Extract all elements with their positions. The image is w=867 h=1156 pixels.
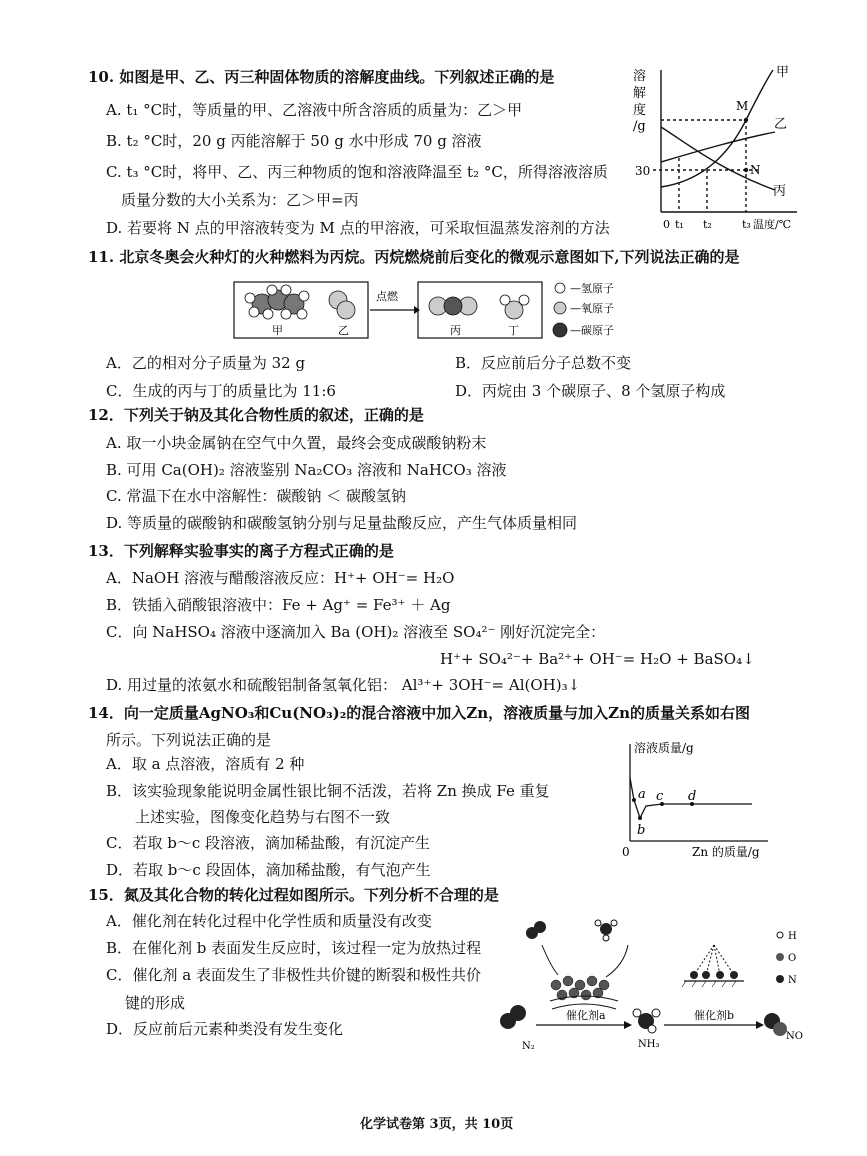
catalyst-a-label: 催化剂a <box>566 1009 606 1022</box>
q13-option-b: B．铁插入硝酸银溶液中：Fe + Ag⁺ = Fe³⁺ ＋ Ag <box>106 596 451 614</box>
point-c-label: c <box>656 789 664 804</box>
q14-option-b: B．该实验现象能说明金属性银比铜不活泼，若将 Zn 换成 Fe 重复 <box>106 782 550 800</box>
zn-mass-chart <box>612 738 772 866</box>
label-jia: 甲 <box>272 324 283 337</box>
label-bing: 丙 <box>773 184 787 199</box>
q12-option-d: D. 等质量的碳酸钠和碳酸氢钠分别与足量盐酸反应，产生气体质量相同 <box>106 514 578 532</box>
chart-ylabel-1: 溶 <box>633 69 647 84</box>
q13-stem: 13．下列解释实验事实的离子方程式正确的是 <box>88 542 394 560</box>
propane-combustion-diagram <box>232 276 672 348</box>
q12-option-b: B. 可用 Ca(OH)₂ 溶液鉴别 Na₂CO₃ 溶液和 NaHCO₃ 溶液 <box>106 461 507 479</box>
q15-option-b: B．在催化剂 b 表面发生反应时，该过程一定为放热过程 <box>106 939 482 957</box>
q14-option-c: C．若取 b～c 段溶液，滴加稀盐酸，有沉淀产生 <box>106 834 431 852</box>
legend-n: N <box>788 975 797 986</box>
q14-option-a: A．取 a 点溶液，溶质有 2 种 <box>106 755 305 773</box>
point-n <box>744 168 748 172</box>
legend-o: O <box>788 953 797 964</box>
q10-option-d: D. 若要将 N 点的甲溶液转变为 M 点的甲溶液，可采取恒温蒸发溶剂的方法 <box>106 219 610 237</box>
q10-option-a: A. t₁ °C时，等质量的甲、乙溶液中所含溶质的质量为：乙＞甲 <box>106 101 523 119</box>
arrow-label: 点燃 <box>376 290 398 303</box>
chart-xlabel: 温度/℃ <box>753 218 792 231</box>
q14-option-b-cont: 上述实验，图像变化趋势与右图不一致 <box>135 808 391 826</box>
chart-origin: 0 <box>663 218 670 231</box>
q12-stem: 12．下列关于钠及其化合物性质的叙述，正确的是 <box>88 406 424 424</box>
q15-option-c: C．催化剂 a 表面发生了非极性共价键的断裂和极性共价 <box>106 966 481 984</box>
q12-option-a: A. 取一小块金属钠在空气中久置，最终会变成碳酸钠粉末 <box>106 434 487 452</box>
q15-option-c-cont: 键的形成 <box>125 994 186 1012</box>
q11-stem: 11. 北京冬奥会火种灯的火种燃料为丙烷。丙烷燃烧前后变化的微观示意图如下,下列说法正确的是 <box>88 248 740 266</box>
label-bing: 丙 <box>450 324 461 337</box>
chart-t1: t₁ <box>675 218 684 231</box>
nitrogen-conversion-diagram <box>494 905 814 1055</box>
solubility-curve-chart <box>625 62 805 240</box>
point-a-label: a <box>638 787 646 802</box>
nh3-label: NH₃ <box>638 1039 660 1050</box>
q15-option-a: A．催化剂在转化过程中化学性质和质量没有改变 <box>106 912 432 930</box>
catalyst-b-label: 催化剂b <box>694 1009 735 1022</box>
legend-c: —碳原子 <box>570 324 614 337</box>
q11-option-b: B．反应前后分子总数不变 <box>455 354 632 372</box>
q13-option-c-equation: H⁺+ SO₄²⁻+ Ba²⁺+ OH⁻= H₂O + BaSO₄↓ <box>440 650 755 668</box>
label-yi: 乙 <box>338 324 349 337</box>
q10-option-b: B. t₂ °C时，20 g 丙能溶解于 50 g 水中形成 70 g 溶液 <box>106 132 482 150</box>
chart-t2: t₂ <box>703 218 712 231</box>
chart-ylabel-2: 解 <box>633 86 647 101</box>
q11-option-a: A．乙的相对分子质量为 32 g <box>106 354 306 372</box>
q13-option-a: A．NaOH 溶液与醋酸溶液反应：H⁺+ OH⁻= H₂O <box>106 569 455 587</box>
chart-xlabel: Zn 的质量/g <box>692 845 760 859</box>
chart-y-30: 30 <box>635 164 651 178</box>
q13-option-d: D. 用过量的浓氨水和硫酸铝制备氢氧化铝： Al³⁺+ 3OH⁻= Al(OH)₃↓ <box>106 676 581 694</box>
q11-option-c: C．生成的丙与丁的质量比为 11:6 <box>106 382 336 400</box>
label-m: M <box>736 99 749 113</box>
no-label: NO <box>786 1031 803 1042</box>
label-yi: 乙 <box>774 117 788 132</box>
page-footer: 化学试卷第 3页，共 10页 <box>360 1117 514 1132</box>
legend-h: H <box>788 931 797 942</box>
chart-ylabel: 溶液质量/g <box>634 741 694 755</box>
q14-option-d: D．若取 b～c 段固体，滴加稀盐酸，有气泡产生 <box>106 861 431 879</box>
q10-option-c: C. t₃ °C时，将甲、乙、丙三种物质的饱和溶液降温至 t₂ °C，所得溶液溶质 <box>106 163 608 181</box>
q11-option-d: D．丙烷由 3 个碳原子、8 个氢原子构成 <box>455 382 726 400</box>
point-b-label: b <box>637 823 646 838</box>
q15-stem: 15．氮及其化合物的转化过程如图所示。下列分析不合理的是 <box>88 886 499 904</box>
n2-label: N₂ <box>522 1041 535 1052</box>
q14-stem: 14．向一定质量AgNO₃和Cu(NO₃)₂的混合溶液中加入Zn，溶液质量与加入Zn的质量关系如右图 <box>88 704 751 722</box>
label-jia: 甲 <box>776 65 790 80</box>
q13-option-c: C．向 NaHSO₄ 溶液中逐滴加入 Ba (OH)₂ 溶液至 SO₄²⁻ 刚好沉淀完全： <box>106 623 606 641</box>
point-m <box>744 118 748 122</box>
chart-ylabel-4: /g <box>633 119 646 134</box>
label-n: N <box>750 163 761 177</box>
q12-option-c: C. 常温下在水中溶解性：碳酸钠 ＜ 碳酸氢钠 <box>106 487 407 505</box>
chart-origin: 0 <box>622 845 630 859</box>
chart-ylabel-3: 度 <box>633 103 647 118</box>
q15-option-d: D．反应前后元素种类没有发生变化 <box>106 1020 344 1038</box>
q10-option-c-cont: 质量分数的大小关系为：乙＞甲=丙 <box>121 191 359 209</box>
point-d-label: d <box>688 789 697 804</box>
legend-h: —氢原子 <box>570 282 614 295</box>
q10-stem: 10. 如图是甲、乙、丙三种固体物质的溶解度曲线。下列叙述正确的是 <box>88 68 555 86</box>
chart-t3: t₃ <box>742 218 751 231</box>
q14-stem-cont: 所示。下列说法正确的是 <box>106 731 272 749</box>
label-ding: 丁 <box>508 324 519 337</box>
legend-o: —氧原子 <box>570 302 614 315</box>
curve-yi <box>661 132 775 162</box>
